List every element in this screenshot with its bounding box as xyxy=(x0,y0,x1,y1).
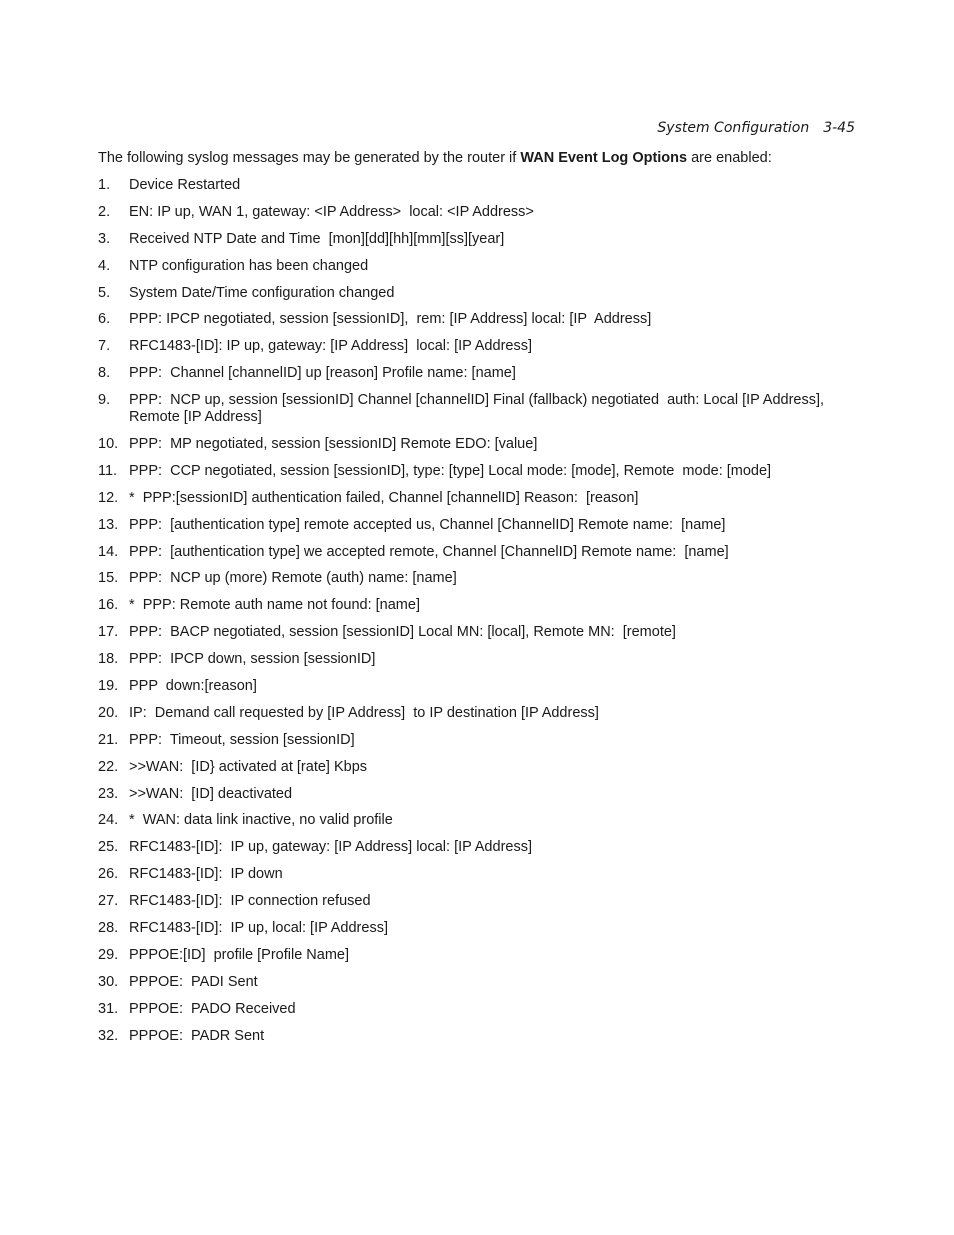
list-item xyxy=(98,436,858,453)
intro-emphasis: WAN Event Log Options xyxy=(520,150,688,166)
list-item xyxy=(98,338,858,355)
list-item xyxy=(98,1028,858,1045)
list-item-number: 25. xyxy=(98,839,119,856)
list-item-text: RFC1483-[ID]: IP up, local: [IP Address] xyxy=(129,920,388,937)
syslog-message-list xyxy=(98,177,858,1045)
list-item-text: EN: IP up, WAN 1, gateway: <IP Address> local: <IP Address> xyxy=(129,203,534,220)
list-item-text: * WAN: data link inactive, no valid profile xyxy=(129,812,393,829)
list-item xyxy=(98,678,858,695)
list-item-text: Received NTP Date and Time [mon][dd][hh][mm][ss][year] xyxy=(129,230,505,247)
section-title: System Configuration xyxy=(657,120,810,136)
list-item-number: 16. xyxy=(98,597,119,614)
list-item-number: 22. xyxy=(98,758,119,775)
list-item-number: 3. xyxy=(98,230,111,247)
list-item-text: PPP: IPCP down, session [sessionID] xyxy=(129,651,376,668)
list-item xyxy=(98,920,858,937)
list-item xyxy=(98,392,858,426)
list-item xyxy=(98,947,858,964)
list-item xyxy=(98,517,858,534)
list-item-number: 7. xyxy=(98,338,111,355)
list-item xyxy=(98,258,858,275)
list-item-number: 23. xyxy=(98,785,119,802)
list-item-number: 20. xyxy=(98,704,119,721)
list-item-number: 4. xyxy=(98,257,111,274)
list-item-text: PPP: Timeout, session [sessionID] xyxy=(129,731,355,748)
list-item-text: IP: Demand call requested by [IP Address] to IP destination [IP Address] xyxy=(129,704,599,721)
list-item-number: 12. xyxy=(98,489,119,506)
list-item-text: PPPOE: PADO Received xyxy=(129,1000,296,1017)
list-item-number: 28. xyxy=(98,920,119,937)
list-item-text: RFC1483-[ID]: IP down xyxy=(129,866,283,883)
list-item-text: >>WAN: [ID] deactivated xyxy=(129,785,293,802)
list-item xyxy=(98,597,858,614)
list-item-number: 24. xyxy=(98,812,119,829)
list-item-number: 15. xyxy=(98,570,119,587)
list-item-text: RFC1483-[ID]: IP connection refused xyxy=(129,893,371,910)
list-item xyxy=(98,839,858,856)
list-item-text: PPP: BACP negotiated, session [sessionID] Local MN: [local], Remote MN: [remote] xyxy=(129,624,676,641)
list-item-text: PPP: Channel [channelID] up [reason] Profile name: [name] xyxy=(129,365,516,382)
list-item xyxy=(98,365,858,382)
intro-text-before: The following syslog messages may be generated by the router if xyxy=(98,150,521,166)
list-item-text: PPP: [authentication type] remote accepted us, Channel [ChannelID] Remote name: [name] xyxy=(129,516,726,533)
list-item-text: * PPP: Remote auth name not found: [name] xyxy=(129,597,420,614)
list-item-number: 13. xyxy=(98,516,119,533)
list-item xyxy=(98,544,858,561)
list-item xyxy=(98,177,858,194)
list-item-text: >>WAN: [ID} activated at [rate] Kbps xyxy=(129,758,368,775)
list-item-number: 21. xyxy=(98,731,119,748)
list-item xyxy=(98,759,858,776)
list-item-text: RFC1483-[ID]: IP up, gateway: [IP Address] local: [IP Address] xyxy=(129,338,532,355)
list-item-text: NTP configuration has been changed xyxy=(129,257,369,274)
list-item-text: PPPOE:[ID] profile [Profile Name] xyxy=(129,946,349,963)
list-item-text: PPP: CCP negotiated, session [sessionID], type: [type] Local mode: [mode], Remote mode: [mode] xyxy=(129,462,772,479)
list-item-number: 11. xyxy=(98,462,118,479)
list-item-text: Device Restarted xyxy=(129,177,241,193)
list-item-number: 2. xyxy=(98,203,111,220)
list-item xyxy=(98,624,858,641)
list-item-text: PPP down:[reason] xyxy=(129,678,257,695)
list-item-number: 8. xyxy=(98,365,111,382)
list-item-text: PPP: NCP up, session [sessionID] Channel [channelID] Final (fallback) negotiated auth: Local [IP Address], Remote [IP Address] xyxy=(129,392,829,426)
list-item-number: 5. xyxy=(98,284,111,301)
list-item-text: PPP: IPCP negotiated, session [sessionID], rem: [IP Address] local: [IP Address] xyxy=(129,311,652,328)
list-item-number: 1. xyxy=(98,177,111,193)
list-item xyxy=(98,893,858,910)
intro-text-after: are enabled: xyxy=(687,150,772,166)
list-item xyxy=(98,1001,858,1018)
list-item-number: 9. xyxy=(98,392,111,409)
list-item-number: 26. xyxy=(98,866,119,883)
list-item-number: 31. xyxy=(98,1000,119,1017)
list-item-number: 14. xyxy=(98,543,119,560)
list-item xyxy=(98,311,858,328)
list-item xyxy=(98,231,858,248)
list-item-text: PPPOE: PADR Sent xyxy=(129,1027,265,1044)
list-item xyxy=(98,974,858,991)
list-item xyxy=(98,786,858,803)
list-item xyxy=(98,812,858,829)
running-header xyxy=(657,120,855,136)
list-item xyxy=(98,651,858,668)
list-item-text: RFC1483-[ID]: IP up, gateway: [IP Address] local: [IP Address] xyxy=(129,839,532,856)
list-item-text: * PPP:[sessionID] authentication failed, Channel [channelID] Reason: [reason] xyxy=(129,489,639,506)
list-item xyxy=(98,285,858,302)
list-item-number: 19. xyxy=(98,678,119,695)
list-item-number: 27. xyxy=(98,893,119,910)
list-item-number: 6. xyxy=(98,311,111,328)
list-item xyxy=(98,866,858,883)
list-item-number: 10. xyxy=(98,436,119,453)
intro-paragraph xyxy=(98,150,858,167)
list-item xyxy=(98,570,858,587)
list-item-number: 32. xyxy=(98,1027,119,1044)
list-item xyxy=(98,732,858,749)
list-item xyxy=(98,463,858,480)
list-item-text: System Date/Time configuration changed xyxy=(129,284,395,301)
list-item-number: 29. xyxy=(98,946,119,963)
list-item-text: PPP: NCP up (more) Remote (auth) name: [name] xyxy=(129,570,457,587)
list-item xyxy=(98,204,858,221)
list-item-text: PPP: [authentication type] we accepted remote, Channel [ChannelID] Remote name: [name] xyxy=(129,543,729,560)
list-item-number: 30. xyxy=(98,973,119,990)
list-item-text: PPPOE: PADI Sent xyxy=(129,973,258,990)
list-item xyxy=(98,705,858,722)
list-item-text: PPP: MP negotiated, session [sessionID] Remote EDO: [value] xyxy=(129,436,538,453)
list-item-number: 18. xyxy=(98,651,119,668)
page-number: 3-45 xyxy=(823,120,855,136)
list-item-number: 17. xyxy=(98,624,119,641)
page-body xyxy=(98,150,858,1055)
list-item xyxy=(98,490,858,507)
